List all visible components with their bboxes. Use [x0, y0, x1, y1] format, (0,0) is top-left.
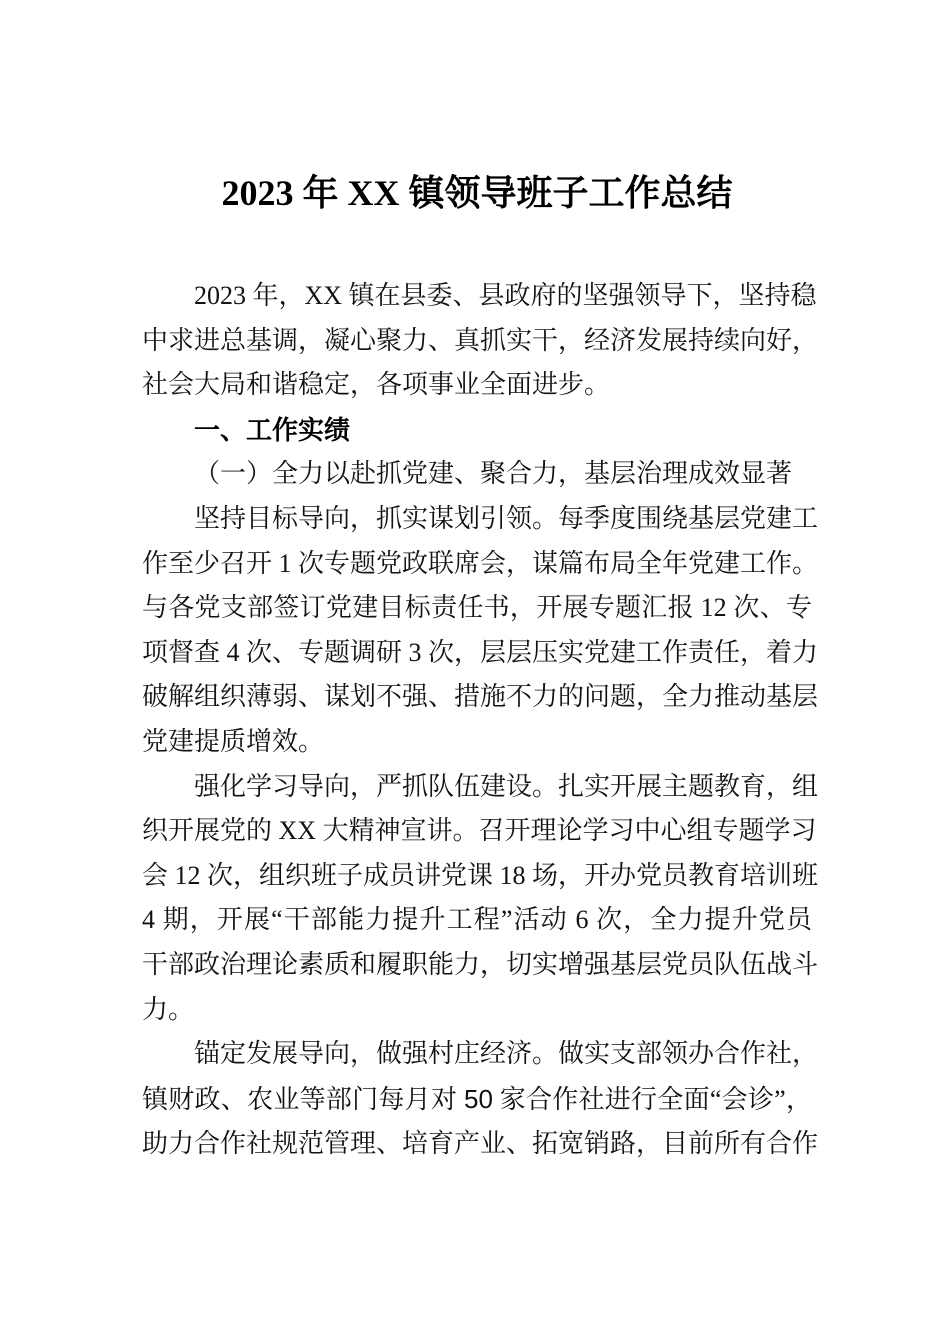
- text-run: 4 期，开展“干部能力提升工程”活动 6 次，全力提升党员: [142, 905, 812, 935]
- text-line: [142, 765, 819, 810]
- text-line: [142, 1122, 819, 1167]
- text-run: 项督查 4 次、专题调研 3 次，层层压实党建工作责任，着力: [142, 637, 819, 667]
- text-run: 助力合作社规范管理、培育产业、拓宽销路，目前所有合作: [142, 1129, 819, 1159]
- text-run: 镇财政、农业等部门每月对: [142, 1084, 464, 1114]
- text-line: [142, 1032, 819, 1077]
- text-line: [142, 675, 819, 720]
- text-run: （一）全力以赴抓党建、聚合力，基层治理成效显著: [194, 459, 793, 489]
- text-line: [142, 363, 812, 408]
- text-line: [142, 497, 819, 542]
- text-line: [142, 943, 819, 988]
- text-line: [142, 898, 812, 943]
- text-line: [142, 408, 812, 453]
- heading1: [142, 408, 812, 453]
- document-content: [142, 0, 819, 1167]
- document-title: 2023 年 XX 镇领导班子工作总结: [221, 173, 733, 213]
- paragraph: [142, 497, 819, 765]
- document-body: [142, 274, 819, 1167]
- text-run: 中求进总基调，凝心聚力、真抓实干，经济发展持续向好，: [142, 325, 819, 355]
- text-run: 2023 年，XX 镇在县委、县政府的坚强领导下，坚持稳: [194, 281, 817, 310]
- text-run: 会 12 次，组织班子成员讲党课 18 场，开办党员教育培训班: [142, 860, 819, 890]
- text-line: [142, 542, 819, 587]
- text-line: [142, 809, 817, 854]
- text-run: 50: [464, 1083, 493, 1114]
- text-line: [142, 319, 819, 364]
- text-run: 力。: [142, 994, 195, 1024]
- text-run: 一、工作实绩: [194, 414, 351, 445]
- text-run: 党建提质增效。: [142, 726, 325, 756]
- text-run: 强化学习导向，严抓队伍建设。扎实开展主题教育，组: [194, 771, 819, 801]
- text-line: [142, 631, 819, 676]
- text-run: 锚定发展导向，做强村庄经济。做实支部领办合作社，: [194, 1039, 819, 1069]
- heading2: [142, 452, 812, 497]
- text-line: [142, 586, 812, 631]
- text-run: 坚持目标导向，抓实谋划引领。每季度围绕基层党建工: [194, 503, 819, 533]
- text-run: 与各党支部签订党建目标责任书，开展专题汇报 12 次、专: [142, 593, 812, 623]
- text-run: 作至少召开 1 次专题党政联席会，谋篇布局全年党建工作。: [142, 548, 819, 578]
- text-run: 家合作社进行全面“会诊”，: [492, 1084, 812, 1114]
- text-line: [142, 274, 817, 319]
- paragraph: [142, 274, 819, 408]
- text-run: 破解组织薄弱、谋划不强、措施不力的问题，全力推动基层: [142, 682, 819, 712]
- text-line: [142, 988, 812, 1033]
- text-line: [142, 854, 819, 899]
- text-run: 织开展党的 XX 大精神宣讲。召开理论学习中心组专题学习: [142, 816, 817, 846]
- text-line: [142, 720, 812, 765]
- paragraph: [142, 1032, 819, 1167]
- text-run: 干部政治理论素质和履职能力，切实增强基层党员队伍战斗: [142, 949, 819, 979]
- text-line: [142, 1077, 812, 1123]
- paragraph: [142, 765, 819, 1033]
- text-line: [142, 452, 812, 497]
- text-run: 社会大局和谐稳定，各项事业全面进步。: [142, 370, 611, 400]
